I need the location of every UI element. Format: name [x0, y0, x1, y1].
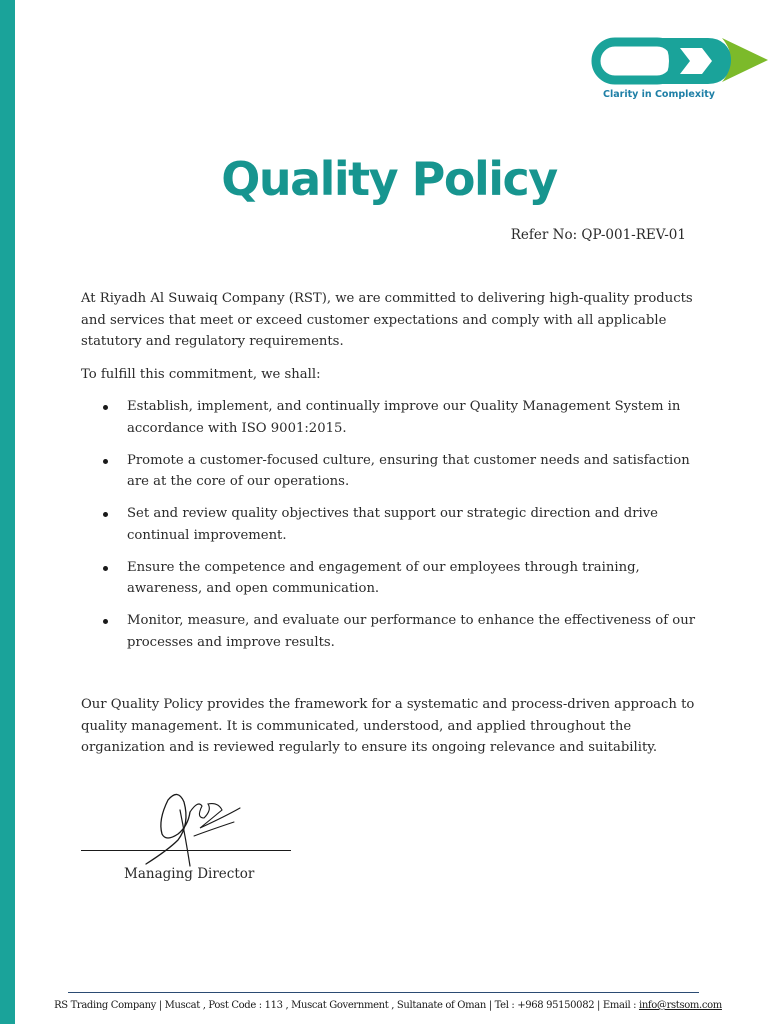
- bullet-icon: [103, 459, 108, 464]
- intro-paragraph: At Riyadh Al Suwaiq Company (RST), we are committed to delivering high-quality products and services that meet or exceed customer expectations and comply with all applicable statutory and regulatory requirements.: [81, 291, 693, 349]
- list-item: [81, 610, 696, 653]
- reference-number: Refer No: QP-001-REV-01: [510, 227, 686, 243]
- closing-paragraph: Our Quality Policy provides the framework for a systematic and process-driven approach to quality management. It is communicated, understood, and applied throughout the organization and is reviewed regularly to ensure its ongoing relevance and suitability.: [81, 697, 695, 755]
- bullet-icon: [103, 405, 108, 410]
- bullet-icon: [103, 512, 108, 517]
- bullet-icon: [103, 619, 108, 624]
- commitment-text: Promote a customer-focused culture, ensuring that customer needs and satisfaction are at the core of our operations.: [127, 452, 690, 489]
- footer-email-link[interactable]: info@rstsom.com: [638, 1000, 722, 1011]
- list-item: [81, 557, 696, 600]
- list-item: [81, 503, 696, 546]
- company-logo: [590, 36, 768, 106]
- list-item: [81, 396, 696, 439]
- handwritten-signature: [138, 780, 248, 870]
- commitment-text: Ensure the competence and engagement of our employees through training, awareness, and open communication.: [127, 559, 640, 596]
- commitment-text: Establish, implement, and continually improve our Quality Management System in accordance with ISO 9001:2015.: [127, 399, 681, 436]
- footer-address: RS Trading Company | Muscat , Post Code : 113 , Muscat Government , Sultanate of Oman | Tel : +968 95150082 | Email :: [54, 1000, 639, 1011]
- footer-contact: [0, 1000, 768, 1011]
- page-title: Quality Policy: [221, 152, 557, 206]
- logo-tagline: Clarity in Complexity: [603, 89, 715, 100]
- bullet-icon: [103, 566, 108, 571]
- lead-in-text: To fulfill this commitment, we shall:: [81, 367, 321, 382]
- signature-line: [81, 850, 291, 851]
- signatory-title: Managing Director: [124, 866, 255, 882]
- list-item: [81, 450, 696, 493]
- commitment-text: Monitor, measure, and evaluate our performance to enhance the effectiveness of our processes and improve results.: [127, 613, 696, 650]
- commitment-list: [81, 396, 696, 664]
- rs-logo-chevron-icon: [590, 36, 768, 88]
- commitment-text: Set and review quality objectives that support our strategic direction and drive continual improvement.: [127, 506, 658, 543]
- footer-divider: [68, 992, 699, 993]
